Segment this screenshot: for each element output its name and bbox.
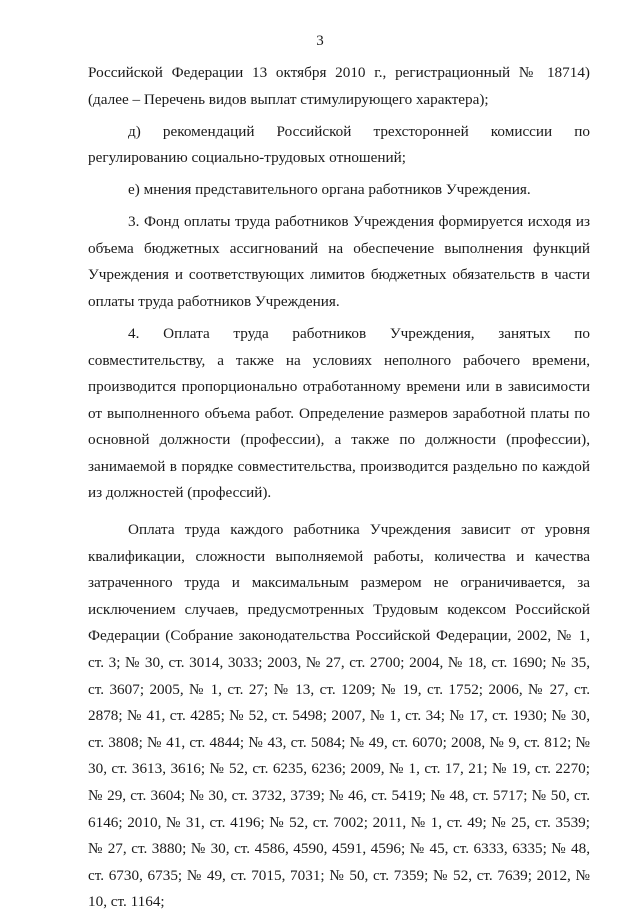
paragraph-section-4: 4. Оплата труда работников Учреждения, занятых по совместительству, а также на условиях неполного рабочего времени, производится пропорционально отработанному времени или в зависимости от выполненного объема работ. Определение размеров заработной платы по основной должности (профессии), а также по должности (профессии), занимаемой в порядке совместительства, производится раздельно по каждой из должностей (профессий). xyxy=(88,324,590,502)
paragraph-section-3: 3. Фонд оплаты труда работников Учреждения формируется исходя из объема бюджетных ассигнований на обеспечение выполнения функций Учреждения и соответствующих лимитов бюджетных обязательств в части оплаты труда работников Учреждения. xyxy=(88,213,590,310)
paragraph-wage-dependency: Оплата труда каждого работника Учреждения зависит от уровня квалификации, сложности выполняемой работы, количества и качества затраченного труда и максимальным размером не ограничивается, за исключением случаев, предусмотренных Трудовым кодексом Российской Федерации (Собрание законодательства Российской Федерации, 2002, № 1, ст. 3; № 30, ст. 3014, 3033; 2003, № 27, ст. 2700; 2004, № 18, ст. 1690; № 35, ст. 3607; 2005, № 1, ст. 27; № 13, ст. 1209; № 19, ст. 1752; 2006, № 27, ст. 2878; № 41, ст. 4285; № 52, ст. 5498; 2007, № 1, ст. 34; № 17, ст. 1930; № 30, ст. 3808; № 41, ст. 4844; № 43, ст. 5084; № 49, ст. 6070; 2008, № 9, ст. 812; № 30, ст. 3613, 3616; № 52, ст. 6235, 6236; 2009, № 1, ст. 17, 21; № 19, ст. 2270; № 29, ст. 3604; № 30, ст. 3732, 3739; № 46, ст. 5419; № 48, ст. 5717; № 50, ст. 6146; 2010, № 31, ст. 4196; № 52, ст. 7002; 2011, № 1, ст. 49; № 25, ст. 3539; № 27, ст. 3880; № 30, ст. 4586, 4590, 4591, 4596; № 45, ст. 6333, 6335; № 48, ст. 6730, 6735; № 49, ст. 7015, 7031; № 50, ст. 7359; № 52, ст. 7639; 2012, № 10, ст. 1164; xyxy=(88,521,590,911)
document-body xyxy=(88,60,590,921)
paragraph-item-e: е) мнения представительного органа работников Учреждения. xyxy=(128,181,531,199)
paragraph-item-d: д) рекомендаций Российской трехсторонней комиссии по регулированию социально-трудовых отношений; xyxy=(88,122,590,167)
page-number: 3 xyxy=(316,33,324,49)
paragraph-continuation: Российской Федерации 13 октября 2010 г., регистрационный № 18714) (далее – Перечень видов выплат стимулирующего характера); xyxy=(88,64,590,108)
